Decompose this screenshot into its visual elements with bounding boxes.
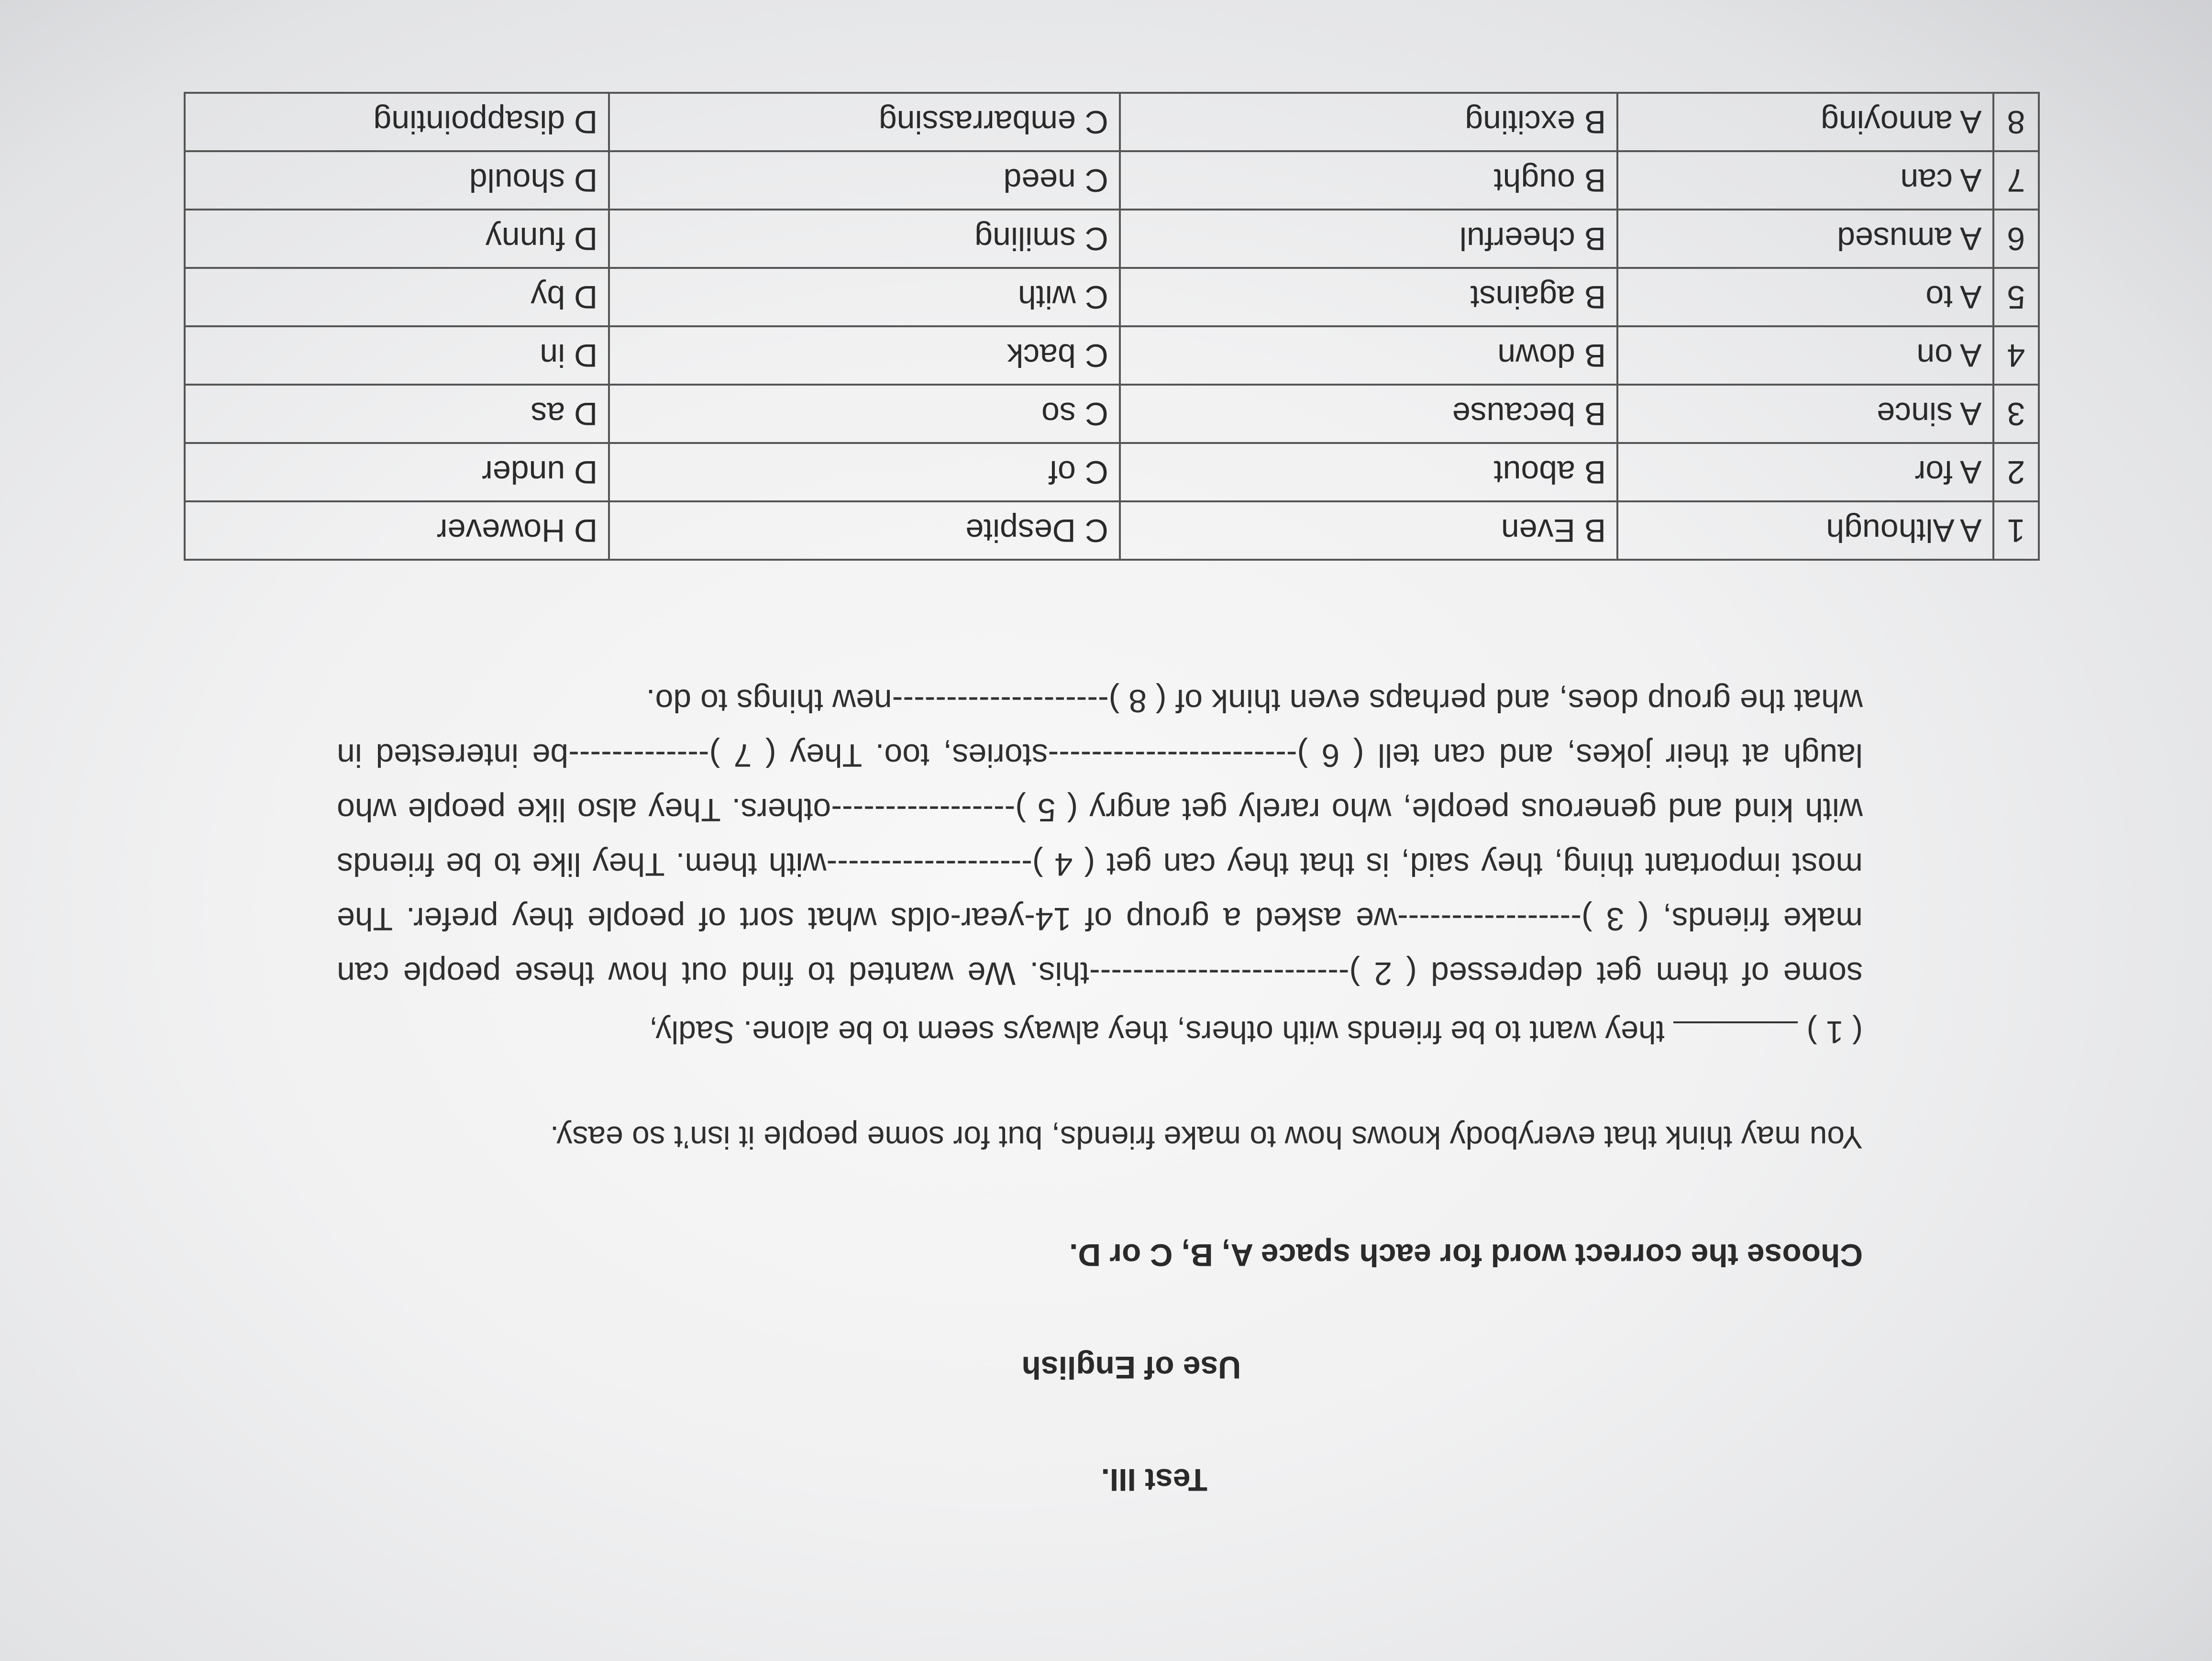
option-d: D disappointing	[185, 93, 609, 151]
option-c: C embarrassing	[609, 93, 1120, 151]
option-c: C Despite	[609, 501, 1120, 560]
option-b: B Even	[1120, 501, 1617, 560]
table-row	[185, 326, 2039, 385]
gap-1-blank	[1673, 1021, 1798, 1048]
option-d: D funny	[185, 210, 609, 268]
table-row	[185, 501, 2039, 560]
table-row	[185, 210, 2039, 268]
option-b: B cheerful	[1120, 210, 1617, 268]
test-title: Test III.	[1101, 1462, 1207, 1498]
option-b: B down	[1120, 326, 1617, 385]
option-d: D as	[185, 385, 609, 443]
option-b: B because	[1120, 385, 1617, 443]
option-c: C so	[609, 385, 1120, 443]
option-d: D in	[185, 326, 609, 385]
option-a: A on	[1617, 326, 1993, 385]
option-d: D However	[185, 501, 609, 560]
option-d: D under	[185, 443, 609, 501]
row-number: 6	[1993, 210, 2039, 268]
row-number: 3	[1993, 385, 2039, 443]
option-a: A can	[1617, 151, 1993, 210]
gap-1-label: ( 1 )	[1806, 1015, 1863, 1050]
answer-options-table	[184, 92, 2040, 561]
row-number: 4	[1993, 326, 2039, 385]
row-number: 5	[1993, 268, 2039, 326]
row-number: 1	[1993, 501, 2039, 560]
option-d: D by	[185, 268, 609, 326]
table-row	[185, 268, 2039, 326]
option-a: A since	[1617, 385, 1993, 443]
option-b: B against	[1120, 268, 1617, 326]
instruction-text: Choose the correct word for each space A, B, C or D.	[1069, 1238, 1863, 1273]
option-a: A amused	[1617, 210, 1993, 268]
option-b: B ought	[1120, 151, 1617, 210]
option-a: A for	[1617, 443, 1993, 501]
option-a: A to	[1617, 268, 1993, 326]
option-b: B exciting	[1120, 93, 1617, 151]
option-c: C smiling	[609, 210, 1120, 268]
row-number: 8	[1993, 93, 2039, 151]
passage-lead: You may think that everybody knows how to make friends, but for some people it isn’t so easy.	[550, 1120, 1863, 1155]
option-c: C of	[609, 443, 1120, 501]
table-row	[185, 443, 2039, 501]
table-row	[185, 151, 2039, 210]
option-b: B about	[1120, 443, 1617, 501]
passage-body: some of them get depressed ( 2 )------------------------this. We wanted to find out how these people can make friends, ( 3 )-----------------we asked a group of 14-year-olds what sort of people they prefer. The most important thing, they said, is that they can get ( 4 )-------------------with them. They like to be friends with kind and generous people, who rarely get angry ( 5 )-----------------others. They also like people who laugh at their jokes, and can tell ( 6 )-----------------------stories, too. They ( 7 )-------------be interested in what the group does, and perhaps even think of ( 8 )--------------------new things to do.	[337, 683, 1863, 992]
row-number: 7	[1993, 151, 2039, 210]
table-row	[185, 385, 2039, 443]
option-a: A Although	[1617, 501, 1993, 560]
option-c: C with	[609, 268, 1120, 326]
option-d: D should	[185, 151, 609, 210]
passage-gap-1-line	[332, 1007, 1863, 1058]
row-number: 2	[1993, 443, 2039, 501]
option-c: C need	[609, 151, 1120, 210]
table-row	[185, 93, 2039, 151]
option-c: C back	[609, 326, 1120, 385]
gap-1-after-text: they want to be friends with others, they always seem to be alone. Sadly,	[649, 1015, 1665, 1050]
section-title: Use of English	[1021, 1350, 1241, 1385]
option-a: A annoying	[1617, 93, 1993, 151]
